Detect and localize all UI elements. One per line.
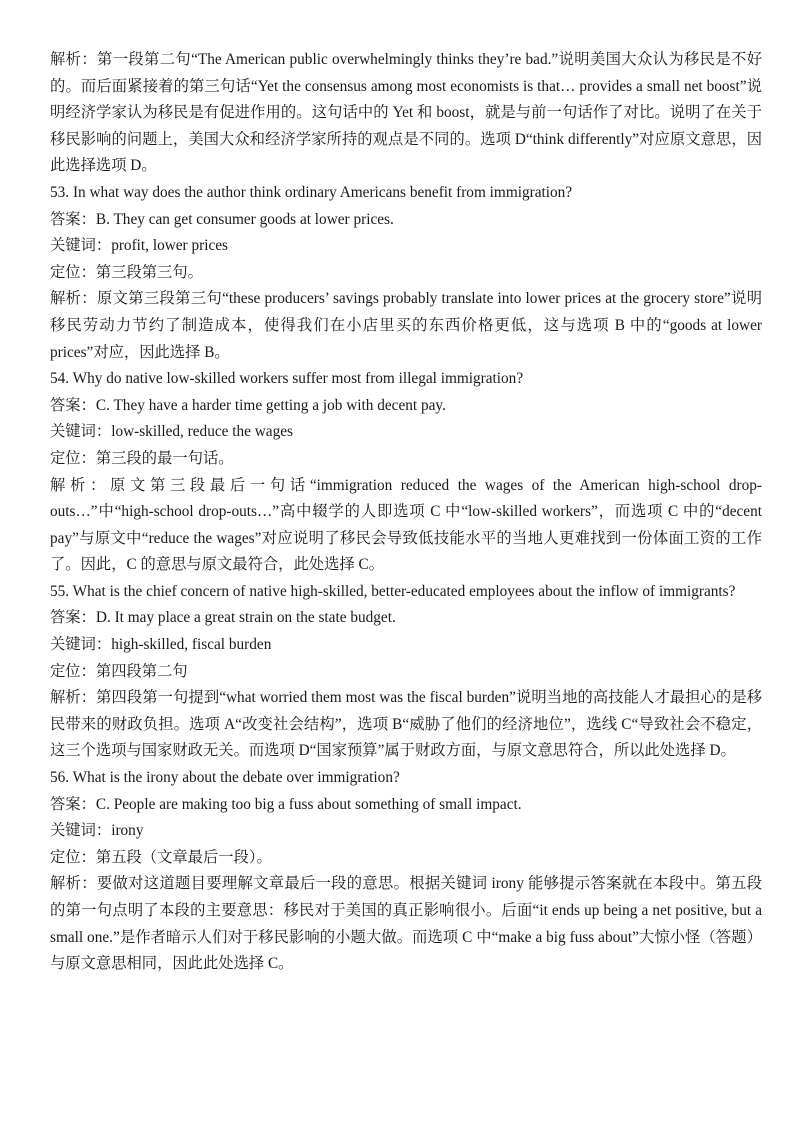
location-53: 定位：第三段第三句。	[50, 263, 203, 281]
question-block-53	[50, 180, 762, 366]
answer-54: 答案：C. They have a harder time getting a job with decent pay.	[50, 396, 446, 414]
location-56: 定位：第五段（文章最后一段）。	[50, 848, 272, 866]
keywords-55: 关键词：high-skilled, fiscal burden	[50, 636, 272, 654]
location-55: 定位：第四段第二句	[50, 662, 188, 680]
question-block-54	[50, 366, 762, 579]
question-block-56	[50, 765, 762, 978]
answer-53: 答案：B. They can get consumer goods at lower prices.	[50, 210, 394, 228]
analysis-54: 解析：原文第三段最后一句话“immigration reduced the wages of the American high-school drop-outs…”中“high-school drop-outs…”高中辍学的人即选项 C 中“low-skilled workers”，而选项 C 中的“decent pay”与原文中“reduce the wages”对应说明了移民会导致低技能水平的当地人更难找到一份体面工资的工作了。因此，C 的意思与原文最符合，此处选择 C。	[50, 476, 762, 574]
question-56: 56. What is the irony about the debate over immigration?	[50, 769, 400, 787]
analysis-56: 解析：要做对这道题目要理解文章最后一段的意思。根据关键词 irony 能够提示答案就在本段中。第五段的第一句点明了本段的主要意思：移民对于美国的真正影响很小。后面“it ends up being a net positive, but a small one.”是作者暗示人们对于移民影响的小题大做。而选项 C 中“make a big fuss about”大惊小怪（答题）与原文意思相同，因此此处选择 C。	[50, 875, 762, 973]
answer-55: 答案：D. It may place a great strain on the state budget.	[50, 609, 396, 627]
analysis-q52: 解析：第一段第二句“The American public overwhelmingly thinks they’re bad.”说明美国大众认为移民是不好的。而后面紧接着的第三句话“Yet the consensus among most economists is that… provides a small net boost”说明经济学家认为移民是有促进作用的。这句话中的 Yet 和 boost，就是与前一句话作了对比。说明了在关于移民影响的问题上，美国大众和经济学家所持的观点是不同的。选项 D“think differently”对应原文意思，因此选择选项 D。	[50, 51, 762, 175]
location-54: 定位：第三段的最一句话。	[50, 449, 234, 467]
analysis-55: 解析：第四段第一句提到“what worried them most was the fiscal burden”说明当地的高技能人才最担心的是移民带来的财政负担。选项 A“改变社会结构”，选项 B“威胁了他们的经济地位”，选线 C“导致社会不稳定，这三个选项与国家财政无关。而选项 D“国家预算”属于财政方面，与原文意思符合，所以此处选择 D。	[50, 689, 762, 760]
keywords-53: 关键词：profit, lower prices	[50, 237, 228, 255]
document-page	[50, 47, 762, 978]
keywords-54: 关键词：low-skilled, reduce the wages	[50, 423, 293, 441]
answer-56: 答案：C. People are making too big a fuss about something of small impact.	[50, 795, 522, 813]
question-53: 53. In what way does the author think ordinary Americans benefit from immigration?	[50, 183, 573, 201]
question-54: 54. Why do native low-skilled workers suffer most from illegal immigration?	[50, 370, 524, 388]
keywords-56: 关键词：irony	[50, 822, 144, 840]
question-block-55	[50, 579, 762, 765]
analysis-53: 解析：原文第三段第三句“these producers’ savings probably translate into lower prices at the grocery store”说明移民劳动力节约了制造成本，使得我们在小店里买的东西价格更低，这与选项 B 中的“goods at lower prices”对应，因此选择 B。	[50, 290, 762, 361]
question-55: 55. What is the chief concern of native high-skilled, better-educated employees about the inflow of immigrants?	[50, 582, 736, 600]
